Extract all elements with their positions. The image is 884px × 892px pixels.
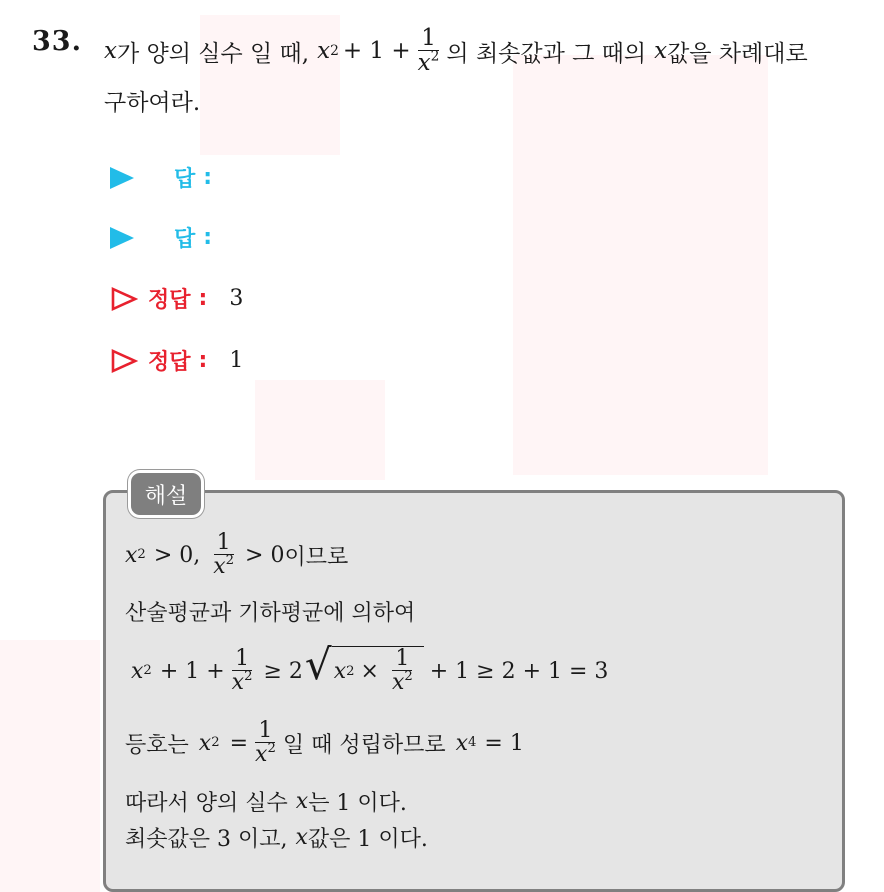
fraction: $\frac{1}{x^2}$	[391, 646, 413, 696]
correct-answer-label: 정답	[148, 350, 191, 375]
problem-text-b: 의 최솟값과 그 때의	[446, 40, 647, 67]
outline-triangle-icon	[110, 286, 138, 312]
bg-artifact	[0, 640, 100, 892]
solution-line-5: 따라서 양의 실수 x 는 1 이다.	[125, 789, 407, 816]
problem-text-a: 가 양의 실수 일 때,	[116, 40, 310, 67]
correct-answer-line-1	[110, 283, 243, 314]
answer-label: 답	[174, 167, 196, 192]
solution-line-3: x 2 + 1 + $\frac{1}{x^2}$ ≥ 2 √ x 2 × $\frac{1}{x^2}$ + 1 ≥ 2 + 1 = 3	[131, 640, 609, 696]
answer-colon: :	[203, 225, 213, 250]
fraction: $\frac{1}{x^2}$	[231, 645, 253, 695]
play-triangle-icon	[110, 167, 134, 189]
fraction: $\frac{1}{x^2}$	[255, 717, 276, 767]
correct-answer-value: 3	[229, 286, 244, 311]
denominator: $x^2$	[417, 48, 440, 76]
answer-colon: :	[203, 165, 213, 190]
problem-line-1: x 가 양의 실수 일 때, x 2 + 1 + $\frac{1}{x^2}$ 의 최솟값과 그 때의 x 값을 차례대로	[104, 24, 808, 76]
bg-artifact	[513, 55, 768, 475]
numerator: 1	[418, 26, 439, 51]
answer-line-2	[110, 222, 234, 253]
solution-line-2: 산술평균과 기하평균에 의하여	[125, 601, 416, 626]
solution-line-6: 최솟값은 3 이고, x 값은 1 이다.	[125, 825, 428, 852]
answer-colon: :	[198, 348, 208, 373]
square-root: √ x 2 × $\frac{1}{x^2}$	[305, 646, 424, 695]
problem-number: 33.	[32, 26, 82, 57]
answer-label: 답	[174, 227, 196, 252]
radical-sign-icon: √	[304, 640, 332, 690]
problem-expr: + 1 +	[342, 38, 411, 64]
var-x: x	[125, 542, 138, 568]
var-x: x	[104, 38, 117, 64]
fraction	[415, 26, 443, 76]
solution-line-1: x 2 > 0, $\frac{1}{x^2}$ > 0 이므로	[125, 529, 349, 579]
answer-colon: :	[198, 286, 208, 311]
solution-badge: 해설	[128, 470, 204, 518]
answer-line-1	[110, 162, 234, 193]
correct-answer-label: 정답	[148, 288, 191, 313]
outline-triangle-icon	[110, 348, 138, 374]
solution-line-4: 등호는 x 2 = $\frac{1}{x^2}$ 일 때 성립하므로 x 4 = 1	[125, 717, 524, 767]
play-triangle-icon	[110, 227, 134, 249]
var-x: x	[654, 38, 668, 64]
fraction: $\frac{1}{x^2}$	[213, 529, 235, 579]
problem-line-2: 구하여라.	[104, 90, 201, 116]
bg-artifact	[255, 380, 385, 480]
var-x: x	[317, 38, 331, 64]
problem-text-c: 값을 차례대로	[667, 40, 808, 67]
correct-answer-value: 1	[229, 348, 244, 373]
correct-answer-line-2	[110, 345, 243, 376]
